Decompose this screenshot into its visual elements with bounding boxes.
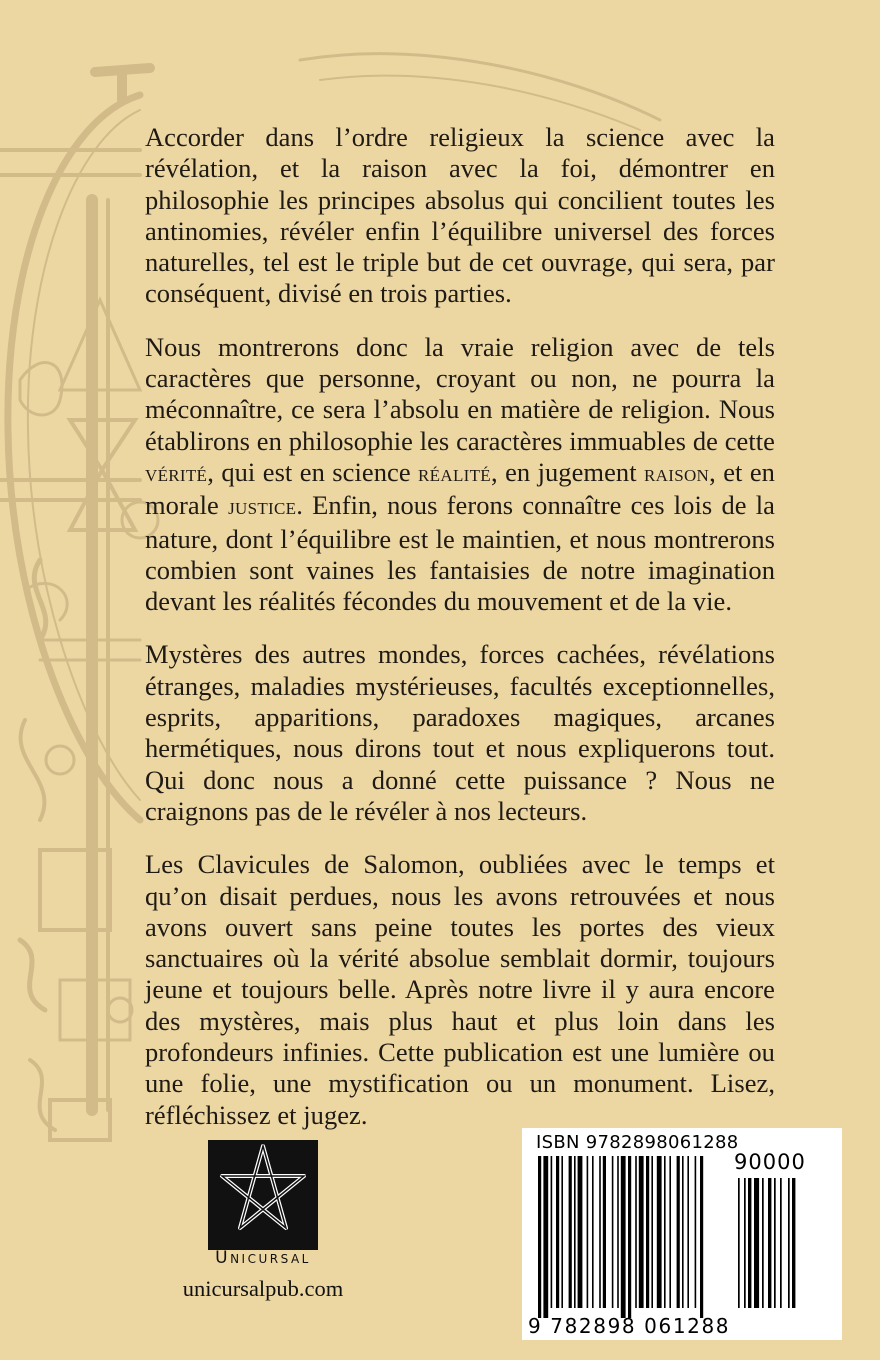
barcode-bar	[774, 1178, 776, 1308]
barcode-bar	[617, 1156, 619, 1308]
small-caps-term: raison	[644, 460, 710, 487]
barcode-bar	[578, 1156, 583, 1308]
barcode-bar	[574, 1156, 576, 1308]
barcode-bar	[682, 1156, 684, 1308]
barcode-bar	[677, 1156, 680, 1308]
barcode-bar	[603, 1156, 606, 1308]
paragraph-text: , en jugement	[490, 456, 645, 487]
barcode-bar	[635, 1156, 637, 1308]
small-caps-term: justice	[228, 494, 297, 521]
isbn-label: ISBN 9782898061288	[536, 1132, 739, 1153]
barcode-bar	[700, 1156, 703, 1318]
paragraph-text: , qui est en science	[207, 456, 419, 487]
barcode-bar	[669, 1156, 671, 1308]
barcode-bar	[612, 1156, 614, 1308]
isbn-digits: 9 782898 061288	[528, 1314, 731, 1338]
paragraph-text: Mystères des autres mondes, forces cachées, révélations étranges, maladies mystérieuses, facultés exceptionnelles, esprits, apparitions, paradoxes magiques, arcanes hermétiques, nous dirons tout et nous expliquerons tout. Qui donc nous a donné cette puissance ? Nous ne craignons pas de le révéler à nos lecteurs.	[145, 639, 775, 826]
barcode-bar	[738, 1178, 740, 1308]
barcode-bar	[657, 1156, 662, 1308]
barcode-bar	[551, 1156, 553, 1308]
paragraph	[145, 639, 775, 827]
paragraph-text: , et en morale	[145, 456, 775, 521]
barcode-bar	[780, 1178, 782, 1308]
small-caps-term: réalité	[418, 460, 491, 487]
paragraph	[145, 332, 775, 618]
barcode-bar	[569, 1156, 572, 1308]
barcode-bar	[543, 1156, 548, 1318]
barcode-bar	[762, 1178, 764, 1308]
paragraph	[145, 122, 775, 310]
barcode-bar	[651, 1156, 653, 1308]
barcode-bar	[599, 1156, 601, 1308]
barcode-bar	[621, 1156, 626, 1318]
barcode-bar	[695, 1156, 697, 1308]
publisher-name: Unicursal	[215, 1248, 311, 1268]
unicursal-hexagram-icon	[208, 1140, 318, 1250]
barcode-bar	[748, 1178, 751, 1308]
paragraph	[145, 849, 775, 1131]
paragraph-text: Nous montrerons donc la vraie religion avec de tels caractères que personne, croyant ou non, ne pourra la méconnaître, ce sera l’absolu en matière de religion. Nous établirons en philosophie les caractères immuables de cette	[145, 331, 775, 456]
barcode-bar	[538, 1156, 541, 1318]
barcode-bar	[556, 1156, 559, 1308]
barcode-bar	[646, 1156, 649, 1308]
barcode-bar	[628, 1156, 631, 1318]
small-caps-term: vérité	[145, 460, 208, 487]
isbn-barcode	[522, 1128, 842, 1340]
barcode-bar	[788, 1178, 790, 1308]
publisher-website[interactable]: unicursalpub.com	[182, 1276, 344, 1301]
barcode-bar	[754, 1178, 759, 1308]
paragraph-text: Accorder dans l’ordre religieux la science avec la révélation, et la raison avec la foi, démontrer en philosophie les principes absolus qui concilient toutes les antinomies, révéler enfin l’équilibre universel des forces naturelles, tel est le triple but de cet ouvrage, qui sera, par conséquent, divisé en trois parties.	[145, 122, 775, 309]
price-code: 90000	[734, 1150, 806, 1174]
barcode-bar	[639, 1156, 644, 1308]
barcode-bar	[744, 1178, 746, 1308]
barcode-bar	[587, 1156, 589, 1308]
paragraph-text: Les Clavicules de Salomon, oubliées avec le temps et qu’on disait perdues, nous les avons retrouvées et nous avons ouvert sans peine toutes les portes des vieux sanctuaires où la vérité absolue semblait dormir, toujours jeune et toujours belle. Après notre livre il y aura encore des mystères, mais plus haut et plus loin dans les profondeurs infinies. Cette publication est une lumière ou une folie, une mystification ou un monument. Lisez, réfléchissez et jugez.	[145, 849, 775, 1130]
barcode-bar	[768, 1178, 771, 1308]
barcode-bar	[792, 1178, 795, 1308]
paragraph-text: . Enfin, nous ferons connaître ces lois de la nature, dont l’équilibre est le maintien, et nous montrerons combien sont vaines les fantaisies de notre imagination devant les réalités fécondes du mouvement et de la vie.	[145, 490, 775, 617]
blurb-text	[145, 122, 775, 1153]
barcode-bar	[664, 1156, 666, 1308]
barcode-bar	[592, 1156, 594, 1308]
barcode-bar	[687, 1156, 689, 1308]
barcode-bar	[561, 1156, 563, 1308]
